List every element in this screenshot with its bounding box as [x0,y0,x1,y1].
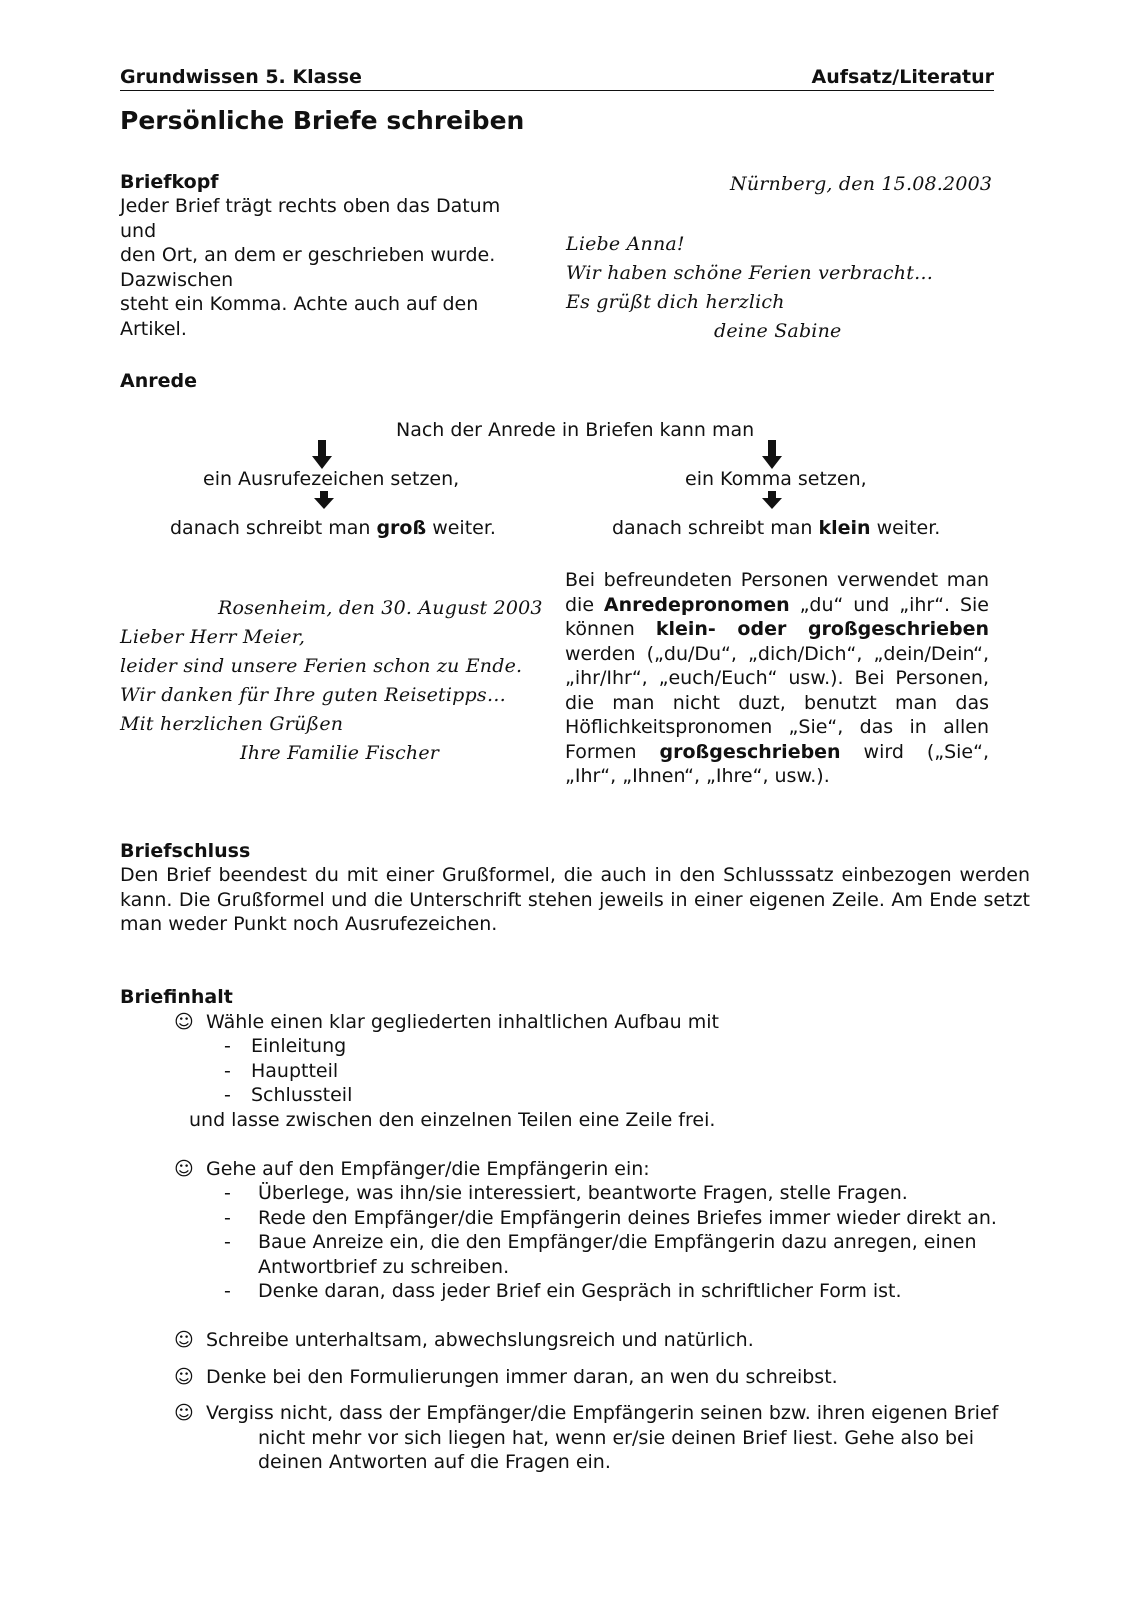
briefkopf-heading: Briefkopf [120,171,219,193]
header-rule [120,90,994,91]
briefkopf-line: und [120,219,157,242]
example2-line: Mit herzlichen Grüßen [120,713,344,735]
dash-icon: - [224,1207,231,1229]
anrede-left-option: ein Ausrufezeichen setzen, [203,468,460,490]
result-text: danach schreibt man [170,517,377,539]
dash-icon: - [224,1231,231,1253]
example1-line: Liebe Anna! [566,233,685,255]
example1-body [566,230,933,317]
example1-date: Nürnberg, den 15.08.2003 [730,173,993,195]
pronoun-bold: Anredepronomen [603,593,790,616]
example2-date: Rosenheim, den 30. August 2003 [218,597,543,619]
pronoun-paragraph [565,568,989,789]
item1-after: und lasse zwischen den einzelnen Teilen eine Zeile frei. [189,1109,716,1131]
briefschluss-heading: Briefschluss [120,840,251,862]
header-left: Grundwissen 5. Klasse [120,66,362,88]
briefkopf-line: Artikel. [120,317,187,340]
example1-line: Wir haben schöne Ferien verbracht… [566,262,934,284]
result-text: danach schreibt man [612,517,819,539]
item1-sub: Hauptteil [251,1060,339,1082]
item2-sub: Rede den Empfänger/die Empfängerin deines Briefes immer wieder direkt an. [258,1207,997,1229]
arrow-down-icon [312,440,332,470]
briefkopf-line: den Ort, an dem er geschrieben wurde. [120,244,496,266]
dash-icon: - [224,1084,231,1106]
header-right: Aufsatz/Literatur [811,66,994,88]
item3-text: Schreibe unterhaltsam, abwechslungsreich und natürlich. [206,1329,754,1351]
dash-icon: - [224,1035,231,1057]
item1-text: Wähle einen klar gegliederten inhaltlichen Aufbau mit [206,1011,719,1033]
item1-sub: Einleitung [251,1035,347,1057]
smiley-icon: ☺ [174,1011,194,1033]
dash-icon: - [224,1182,231,1204]
briefkopf-line: Jeder Brief trägt rechts oben das Datum [120,195,501,217]
pronoun-text: „du“ und „ihr“. Sie können [565,593,989,640]
example2-line: Wir danken für Ihre guten Reisetipps… [120,684,507,706]
example2-signature: Ihre Familie Fischer [240,742,440,764]
result-text: weiter. [426,517,496,539]
anrede-intro: Nach der Anrede in Briefen kann man [396,419,755,441]
briefkopf-text [120,194,500,341]
pronoun-bold: klein- oder großgeschrieben [655,618,990,640]
page-title: Persönliche Briefe schreiben [120,106,525,135]
item2-sub: Antwortbrief zu schreiben. [258,1256,510,1278]
briefschluss-text: Den Brief beendest du mit einer Grußformel, die auch in den Schlusssatz einbezogen werden kann. Die Grußformel und die Unterschrift stehen jeweils in einer eigenen Zeile. Am Ende setzt man weder Punkt noch Ausrufezeichen. [120,864,1030,935]
anrede-heading: Anrede [120,370,197,392]
briefkopf-line: steht ein Komma. Achte auch auf den [120,293,479,315]
item4-text: Denke bei den Formulierungen immer daran, an wen du schreibst. [206,1366,838,1388]
anrede-right-result [612,516,940,541]
anrede-left-result [170,516,496,541]
dash-icon: - [224,1280,231,1302]
arrow-down-icon [762,491,782,511]
example1-line: Es grüßt dich herzlich [566,291,785,313]
smiley-icon: ☺ [174,1329,194,1351]
anrede-right-option: ein Komma setzen, [685,468,867,490]
pronoun-bold: großgeschrieben [659,740,841,763]
smiley-icon: ☺ [174,1158,194,1180]
item2-sub: Baue Anreize ein, die den Empfänger/die Empfängerin dazu anregen, einen [258,1231,977,1253]
item5-line: nicht mehr vor sich liegen hat, wenn er/sie deinen Brief liest. Gehe also bei [258,1427,975,1449]
item1-sub: Schlussteil [251,1084,353,1106]
item2-text: Gehe auf den Empfänger/die Empfängerin ein: [206,1158,650,1180]
item2-sub: Überlege, was ihn/sie interessiert, beantworte Fragen, stelle Fragen. [258,1182,908,1204]
result-text: weiter. [870,517,941,539]
pronoun-text: werden („du/Du“, „dich/Dich“, „dein/Dein“, „ihr/Ihr“, „euch/Euch“ usw.). Bei Personen, die man nicht duzt, benutzt man das Höflichkeitspronomen „Sie“, das in allen Formen [565,642,989,763]
item5-line: Vergiss nicht, dass der Empfänger/die Empfängerin seinen bzw. ihren eigenen Brief [206,1402,999,1424]
dash-icon: - [224,1060,231,1082]
example2-line: Lieber Herr Meier, [120,626,306,648]
pronoun-text: wird („Sie“, „Ihr“, „Ihnen“, „Ihre“, usw.). [565,740,989,787]
item2-sub: Denke daran, dass jeder Brief ein Gespräch in schriftlicher Form ist. [258,1280,902,1302]
result-bold: groß [376,517,427,539]
result-bold: klein [818,517,871,539]
pronoun-text: Bei befreundeten Personen verwendet man die [565,569,989,616]
smiley-icon: ☺ [174,1402,194,1424]
briefinhalt-heading: Briefinhalt [120,986,233,1008]
example1-signature: deine Sabine [714,320,842,342]
briefkopf-line: Dazwischen [120,268,234,291]
smiley-icon: ☺ [174,1366,194,1388]
item5-line: deinen Antworten auf die Fragen ein. [258,1451,611,1473]
arrow-down-icon [314,491,334,511]
example2-line: leider sind unsere Ferien schon zu Ende. [120,655,523,677]
arrow-down-icon [762,440,782,470]
example2-body [120,623,522,739]
